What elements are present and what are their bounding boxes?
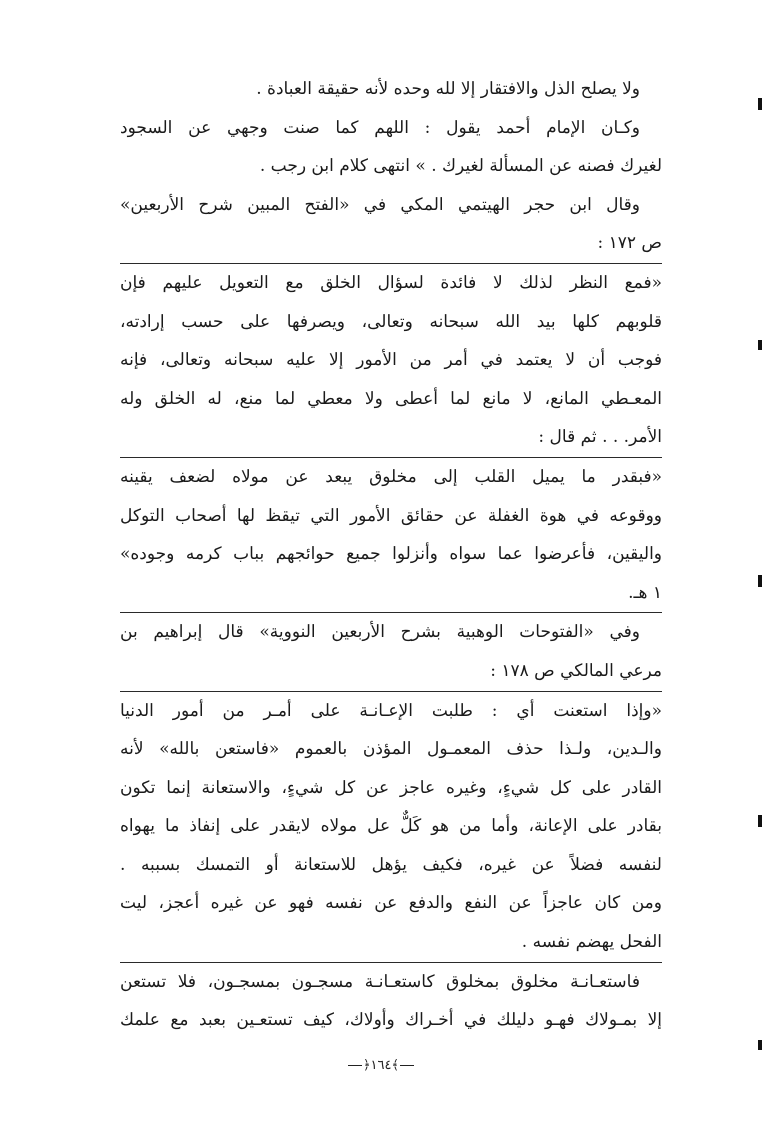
text-line: ومن كان عاجزاً عن النفع والدفع عن نفسه فهو عن غيره أعجز، ليت <box>120 893 662 914</box>
edge-mark <box>758 815 762 827</box>
text-line: لنفسه فضلاً عن غيره، فكيف يؤهل للاستعانة أو التمسك بسببه . <box>120 854 662 875</box>
text-line: ولا يصلح الذل والافتقار إلا لله وحده لأنه حقيقة العبادة . <box>256 79 640 99</box>
text-line: قلوبهم كلها بيد الله سبحانه وتعالى، ويصرفها على حسب إرادته، <box>120 311 662 332</box>
text-line: مرعي المالكي ص ١٧٨ : <box>490 660 662 681</box>
text-line: واليقين، فأعرضوا عما سواه وأنزلوا جميع حوائجهم بباب كرمه وجوده» <box>120 544 662 565</box>
text-line: القادر على كل شيءٍ، وغيره عاجز عن كل شيءٍ، والاستعانة إنما تكون <box>120 777 662 798</box>
text-line: فاستعـانـة مخلوق بمخلوق كاستعـانـة مسجـون بمسجـون، فلا تستعن <box>120 962 662 1002</box>
text-line: والـدين، ولـذا حذف المعمـول المؤذن بالعموم «فاستعن بالله» لأنه <box>120 739 662 760</box>
text-line: الأمر. . . ثم قال : <box>538 427 662 448</box>
text-line: وقال ابن حجر الهيتمي المكي في «الفتح المبين شرح الأربعين» <box>120 194 640 215</box>
edge-mark <box>758 340 762 350</box>
text-line: وكـان الإمام أحمد يقول : اللهم كما صنت وجهي عن السجود <box>120 117 640 138</box>
text-line: «فمع النظر لذلك لا فائدة لسؤال الخلق مع التعويل عليهم فإن <box>120 263 662 303</box>
page-number: ١٦٤ <box>370 1058 392 1073</box>
text-line: ١ هـ. <box>628 582 662 603</box>
text-line: الفحل يهضم نفسه . <box>521 932 662 953</box>
text-line: وفي «الفتوحات الوهبية بشرح الأربعين النووية» قال إبراهيم بن <box>120 612 662 652</box>
text-line: «وإذا استعنت أي : طلبت الإعـانـة على أمـر من أمور الدنيا <box>120 691 662 731</box>
text-line: فوجب أن لا يعتمد في أمر من الأمور إلا عليه سبحانه وتعالى، فإنه <box>120 350 662 371</box>
edge-mark <box>758 575 762 587</box>
text-line: بقادر على الإعانة، وأما من هو كَلٌّ عل مولاه لايقدر على إنفاذ ما يهواه <box>120 816 662 837</box>
text-line: «فبقدر ما يميل القلب إلى مخلوق يبعد عن مولاه لضعف يقينه <box>120 457 662 497</box>
footer-ornament-icon: ﴾ <box>391 1058 400 1073</box>
edge-mark <box>758 98 762 110</box>
page-footer <box>0 1058 762 1073</box>
page-text <box>120 70 662 1040</box>
text-line: ووقوعه في هوة الغفلة عن حقائق الأمور التي تيقظ لها أصحاب التوكل <box>120 505 662 526</box>
edge-mark <box>758 1040 762 1050</box>
footer-dash-left <box>400 1065 414 1066</box>
text-line: المعـطي المانع، لا مانع لما أعطى ولا معطي لما منع، له الخلق وله <box>120 388 662 409</box>
text-line: ص ١٧٢ : <box>597 233 662 254</box>
footer-ornament-icon: ﴿ <box>362 1058 371 1073</box>
footer-dash-right <box>348 1065 362 1066</box>
text-line: إلا بمـولاك فهـو دليلك في أخـراك وأولاك، كيف تستعـين بعبد مع علمك <box>120 1010 662 1031</box>
text-line: لغيرك فصنه عن المسألة لغيرك . » انتهى كلام ابن رجب . <box>259 156 662 177</box>
